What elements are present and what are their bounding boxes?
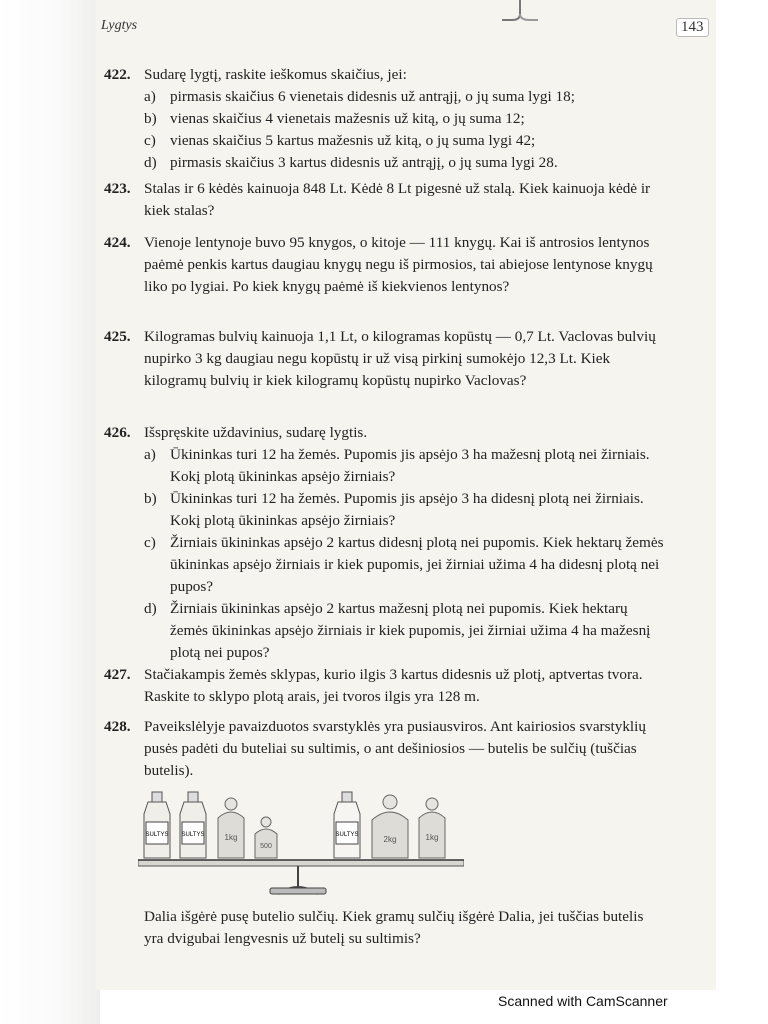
item-text: Žirniais ūkininkas apsėjo 2 kartus mažesnį plotą nei pupomis. Kiek hektarų žemės ūkininkas apsėjo žirniais ir kiek pupomis, jei žirniai užima 4 ha mažesnį plotą nei pupos? <box>170 600 651 661</box>
empty-bottle <box>334 792 360 858</box>
problem-text: Stačiakampis žemės sklypas, kurio ilgis 3 kartus didesnis už plotį, aptvertas tvora. Raskite to sklypo plotą arais, jei tvoros ilgis yra 128 m. <box>144 666 643 705</box>
item-label: a) <box>144 88 156 105</box>
problem-text: Dalia išgėrė pusę butelio sulčių. Kiek gramų sulčių išgėrė Dalia, jei tuščias butelis yra dvigubai lengvesnis už butelį su sultimis? <box>144 908 644 947</box>
item-label: d) <box>144 600 157 617</box>
problem-number: 426. <box>104 424 131 441</box>
problem-number: 424. <box>104 234 131 251</box>
weight-label: 1kg <box>425 833 439 842</box>
problem-text: Sudarę lygtį, raskite ieškomus skaičius, jei: <box>144 66 407 83</box>
item-label: c) <box>144 534 156 551</box>
bottle-label: SULTYS <box>181 832 205 838</box>
juice-bottle-2 <box>180 792 206 858</box>
item-text: Ūkininkas turi 12 ha žemės. Pupomis jis apsėjo 3 ha mažesnį plotą nei žirniais. Kokį plotą ūkininkas apsėjo žirniais? <box>170 446 650 485</box>
problem-number: 425. <box>104 328 131 345</box>
problem-text: Išspręskite uždavinius, sudarę lygtis. <box>144 424 368 441</box>
item-label: b) <box>144 110 157 127</box>
list-item <box>144 444 664 488</box>
problem-427 <box>104 664 664 708</box>
bottle-label: SULTYS <box>145 832 169 838</box>
scanner-watermark: Scanned with CamScanner <box>498 993 668 1009</box>
item-label: c) <box>144 132 156 149</box>
page-number: 143 <box>676 18 709 37</box>
weight-1kg-right <box>419 798 445 858</box>
weight-label: 2kg <box>383 835 397 844</box>
problem-text: Paveikslėlyje pavaizduotos svarstyklės yra pusiausviros. Ant kairiosios svarstyklių pusės padėti du buteliai su sultimis, o ant dešiniosios — butelis be sulčių (tuščias butelis). <box>144 718 646 779</box>
problem-items <box>144 86 664 174</box>
problem-422 <box>104 64 664 174</box>
problem-text: Stalas ir 6 kėdės kainuoja 848 Lt. Kėdė 8 Lt pigesnė už stalą. Kiek kainuoja kėdė ir kiek stalas? <box>144 180 651 219</box>
problem-423 <box>104 178 664 222</box>
list-item <box>144 130 664 152</box>
item-label: d) <box>144 154 157 171</box>
weight-500 <box>255 817 277 858</box>
weight-label: 1kg <box>224 833 238 842</box>
problem-number: 423. <box>104 180 131 197</box>
list-item <box>144 152 664 174</box>
item-text: Žirniais ūkininkas apsėjo 2 kartus didesnį plotą nei pupomis. Kiek hektarų žemės ūkininkas apsėjo žirniais ir kiek pupomis, jei žirniai užima 4 ha didesnį plotą nei pupos? <box>170 534 664 595</box>
scale-hook-fragment <box>500 0 540 24</box>
weight-label: 500 <box>260 843 272 850</box>
problem-number: 422. <box>104 66 131 83</box>
bottle-label: SULTYS <box>335 832 359 838</box>
list-item <box>144 108 664 130</box>
problem-number: 427. <box>104 666 131 683</box>
item-label: b) <box>144 490 157 507</box>
problem-text: Kilogramas bulvių kainuoja 1,1 Lt, o kilogramas kopūstų — 0,7 Lt. Vaclovas bulvių nupirko 3 kg daugiau negu kopūstų ir už visą pirkinį sumokėjo 12,3 Lt. Kiek kilogramų bulvių ir kiek kilogramų kopūstų nupirko Vaclovas? <box>144 328 656 389</box>
problem-424 <box>104 232 664 298</box>
problem-425 <box>104 326 664 392</box>
weight-1kg <box>218 798 244 858</box>
problem-428 <box>104 716 664 782</box>
balance-scale-figure <box>138 784 464 902</box>
item-text: pirmasis skaičius 6 vienetais didesnis už antrąjį, o jų suma lygi 18; <box>170 88 575 105</box>
item-text: pirmasis skaičius 3 kartus didesnis už antrąjį, o jų suma lygi 28. <box>170 154 558 171</box>
item-text: vienas skaičius 5 kartus mažesnis už kitą, o jų suma lygi 42; <box>170 132 536 149</box>
list-item <box>144 532 664 598</box>
list-item <box>144 488 664 532</box>
running-head: Lygtys <box>101 18 138 33</box>
problem-items <box>144 444 664 664</box>
page-shadow <box>0 0 100 1024</box>
item-text: Ūkininkas turi 12 ha žemės. Pupomis jis apsėjo 3 ha didesnį plotą nei žirniais. Kokį plotą ūkininkas apsėjo žirniais? <box>170 490 644 529</box>
weight-2kg <box>372 795 408 858</box>
list-item <box>144 598 664 664</box>
list-item <box>144 86 664 108</box>
item-label: a) <box>144 446 156 463</box>
problem-428-question <box>104 906 664 950</box>
problem-text: Vienoje lentynoje buvo 95 knygos, o kitoje — 111 knygų. Kai iš antrosios lentynos paėmė penkis kartus daugiau knygų negu iš pirmosios, tai abiejose lentynose knygų liko po lygiai. Po kiek knygų paėmė iš kiekvienos lentynos? <box>144 234 653 295</box>
problem-426 <box>104 422 664 664</box>
item-text: vienas skaičius 4 vienetais mažesnis už kitą, o jų suma 12; <box>170 110 525 127</box>
juice-bottle-1 <box>144 792 170 858</box>
problem-number: 428. <box>104 718 131 735</box>
